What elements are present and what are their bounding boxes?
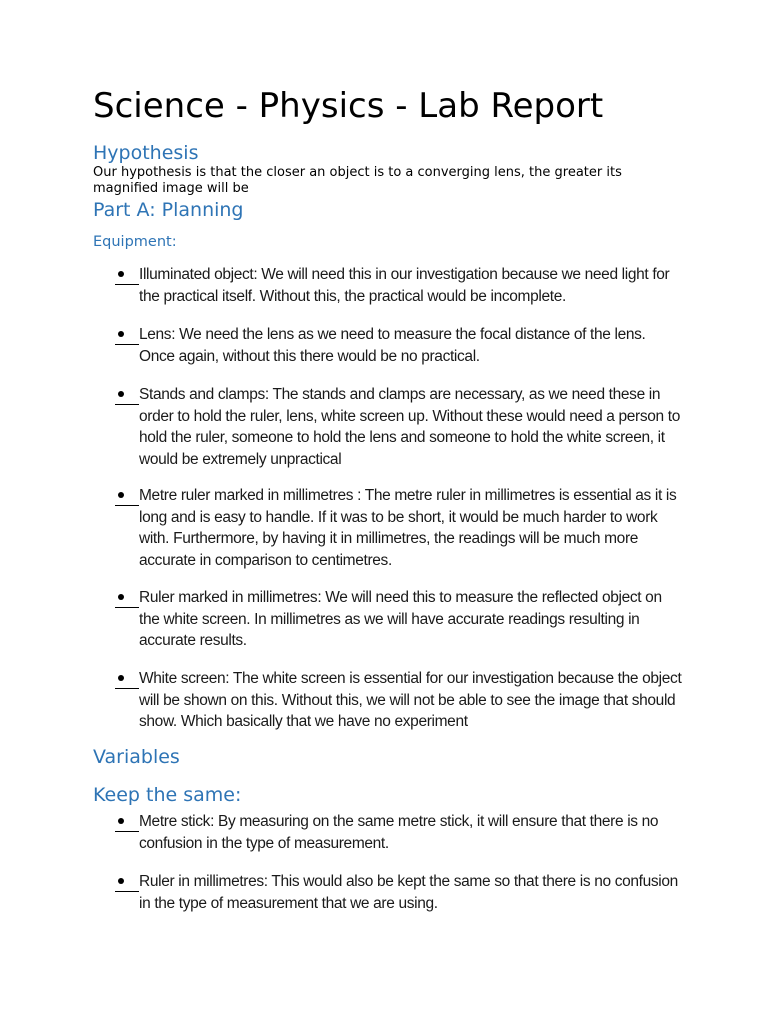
bullet-icon [115,384,139,405]
keep-same-heading: Keep the same: [93,784,242,806]
bullet-icon [115,587,139,608]
part-a-heading: Part A: Planning [93,199,244,221]
list-item-text: Metre ruler marked in millimetres : The metre ruler in millimetres is essential as it is long and is easy to handle. If it was to be short, it would be much harder to work with. Furthermore, by having it in millimetres, the readings will be much more accurate in comparison to centimetres. [139,487,677,569]
list-item-text: Ruler marked in millimetres: We will need this to measure the reflected object on the white screen. In millimetres as we will have accurate readings resulting in accurate results. [139,589,662,649]
list-item-text: Illuminated object: We will need this in our investigation because we need light for the practical itself. Without this, the practical would be incomplete. [139,266,670,305]
list-item-text: White screen: The white screen is essential for our investigation because the object will be shown on this. Without this, we will not be able to see the image that should show. Which basically that we have no experiment [139,670,682,730]
bullet-icon [115,264,139,285]
list-item-text: Lens: We need the lens as we need to measure the focal distance of the lens. Once again, without this there would be no practical. [139,326,646,365]
variables-heading: Variables [93,746,180,768]
list-item-text: Metre stick: By measuring on the same metre stick, it will ensure that there is no confusion in the type of measurement. [139,813,659,852]
bullet-icon [115,871,139,892]
list-item-text: Stands and clamps: The stands and clamps are necessary, as we need these in order to hold the ruler, lens, white screen up. Without these would need a person to hold the ruler, someone to hold the lens and someone to hold the white screen, it would be extremely unpractical [139,386,680,468]
list-item-text: Ruler in millimetres: This would also be kept the same so that there is no confusion in the type of measurement that we are using. [139,873,678,912]
bullet-icon [115,668,139,689]
hypothesis-heading: Hypothesis [93,142,199,164]
bullet-icon [115,485,139,506]
document-title: Science - Physics - Lab Report [93,86,604,126]
bullet-icon [115,811,139,832]
bullet-icon [115,324,139,345]
equipment-heading: Equipment: [93,234,177,250]
hypothesis-text: Our hypothesis is that the closer an object is to a converging lens, the greater its magnified image will be [93,165,622,196]
